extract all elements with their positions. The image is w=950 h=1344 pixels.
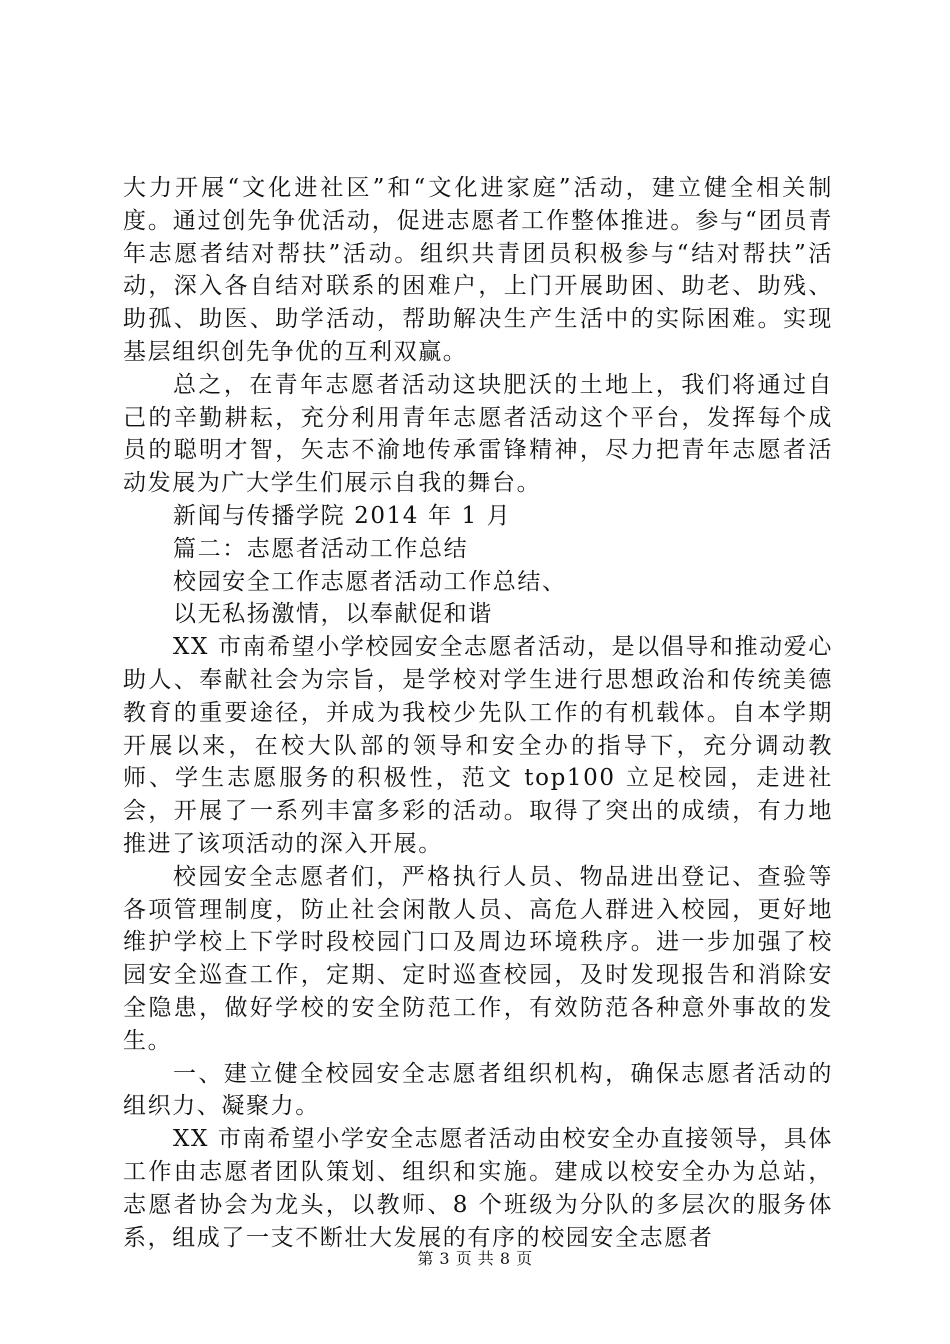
signature-line: 新闻与传播学院 2014 年 1 月: [173, 502, 512, 529]
document-subtitle: 以无私扬激情，以奉献促和谐: [173, 601, 493, 628]
paragraph-duties: 校园安全志愿者们，严格执行人员、物品进出登记、查验等各项管理制度，防止社会闲散人员、高危人群进入校园，更好地维护学校上下学时段校园门口及周边环境秩序。进一步加强了校园安全巡查工作，定期、定时巡查校园，及时发现报告和消除安全隐患，做好学校的安全防范工作，有效防范各种意外事故的发生。: [123, 863, 833, 1054]
section-heading: 篇二：志愿者活动工作总结: [173, 535, 469, 562]
document-body: [123, 172, 833, 1254]
document-title: 校园安全工作志愿者活动工作总结、: [173, 568, 567, 595]
paragraph-intro: XX 市南希望小学校园安全志愿者活动，是以倡导和推动爱心助人、奉献社会为宗旨，是学校对学生进行思想政治和传统美德教育的重要途径，并成为我校少先队工作的有机载体。自本学期开展以来，在校大队部的领导和安全办的指导下，充分调动教师、学生志愿服务的积极性，范文 top100 立足校园，走进社会，开展了一系列丰富多彩的活动。取得了突出的成绩，有力地推进了该项活动的深入开展。: [123, 634, 833, 857]
paragraph-summary: 总之，在青年志愿者活动这块肥沃的土地上，我们将通过自己的辛勤耕耘，充分利用青年志愿者活动这个平台，发挥每个成员的聪明才智，矢志不渝地传承雷锋精神，尽力把青年志愿者活动发展为广大学生们展示自我的舞台。: [123, 371, 833, 497]
paragraph-organization: XX 市南希望小学安全志愿者活动由校安全办直接领导，具体工作由志愿者团队策划、组织和实施。建成以校安全办为总站，志愿者协会为龙头，以教师、8 个班级为分队的多层次的服务体系，组成了一支不断壮大发展的有序的校园安全志愿者: [123, 1126, 833, 1251]
subsection-heading: 一、建立健全校园安全志愿者组织机构，确保志愿者活动的组织力、凝聚力。: [123, 1060, 833, 1120]
paragraph-continuation: 大力开展“文化进社区”和“文化进家庭”活动，建立健全相关制度。通过创先争优活动，促进志愿者工作整体推进。参与“团员青年志愿者结对帮扶”活动。组织共青团员积极参与“结对帮扶”活动，深入各自结对联系的困难户，上门开展助困、助老、助残、助孤、助医、助学活动，帮助解决生产生活中的实际困难。实现基层组织创先争优的互利双赢。: [123, 175, 833, 365]
page-footer: 第 3 页 共 8 页: [417, 1249, 533, 1268]
